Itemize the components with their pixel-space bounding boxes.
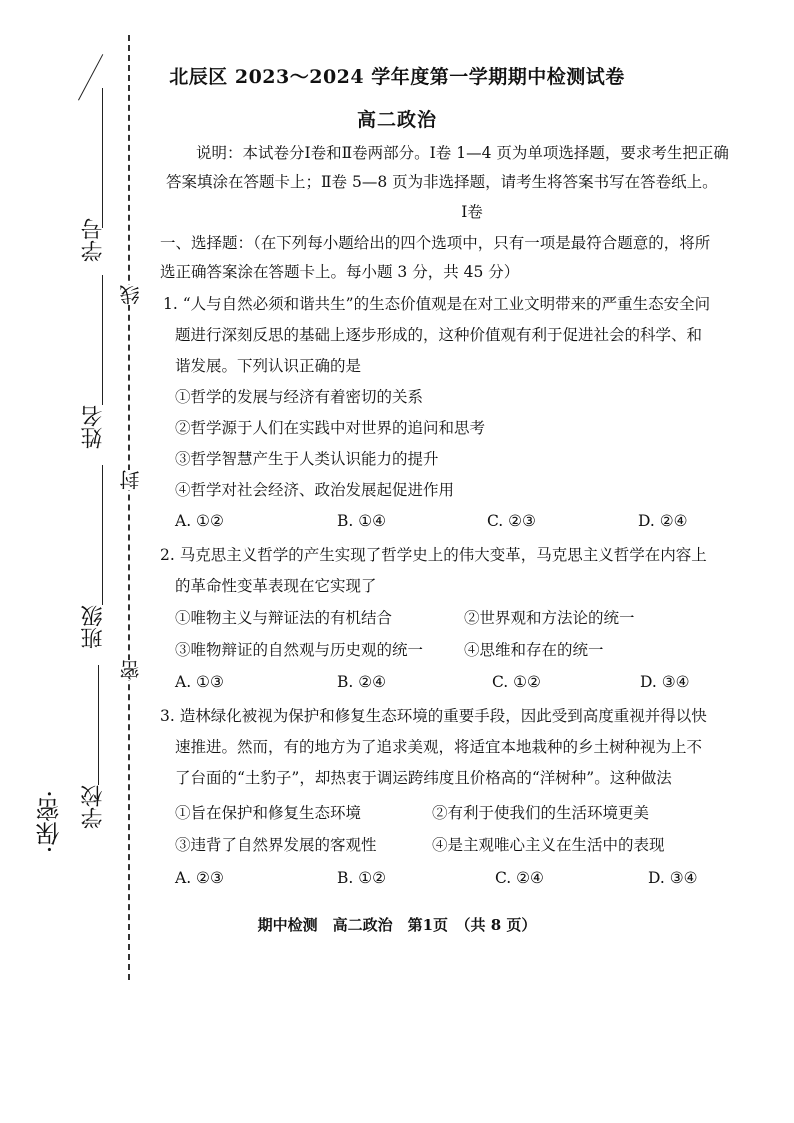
section-label: Ⅰ卷	[461, 203, 483, 221]
q3-statement-4: ④是主观唯心主义在生活中的表现	[432, 836, 665, 854]
q1-option-a: A. ①②	[175, 512, 224, 530]
q2-option-a: A. ①③	[175, 673, 224, 691]
q1-stem-line-1: 1. “人与自然必须和谐共生”的生态价值观是在对工业文明带来的严重生态安全问	[163, 295, 711, 313]
q2-option-b: B. ②④	[337, 673, 387, 691]
q3-stem-line-1: 3. 造林绿化被视为保护和修复生态环境的重要手段，因此受到高度重视并得以快	[160, 707, 707, 725]
q3-option-b: B. ①②	[337, 869, 387, 887]
q3-statement-3: ③违背了自然界发展的客观性	[175, 836, 377, 854]
q3-option-a: A. ②③	[175, 869, 224, 887]
instructions-line-2: 答案填涂在答题卡上；Ⅱ卷 5—8 页为非选择题，请考生将答案书写在答卷纸上。	[166, 173, 718, 191]
seal-mark-secret: 密	[116, 660, 145, 680]
field-underline-name	[102, 275, 103, 405]
binding-dashed-line	[128, 35, 130, 980]
q2-statement-1: ①唯物主义与辩证法的有机结合	[175, 609, 393, 627]
q1-statement-4: ④哲学对社会经济、政治发展起促进作用	[175, 481, 455, 499]
q1-stem-line-3: 谐发展。下列认识正确的是	[175, 357, 362, 375]
seal-mark-seal: 封	[116, 470, 145, 490]
q1-statement-2: ②哲学源于人们在实践中对世界的追问和思考	[175, 419, 486, 437]
q3-stem-line-3: 了台面的“土豹子”，却热衷于调运跨纬度且价格高的“洋树种”。这种做法	[175, 769, 672, 787]
q1-statement-3: ③哲学智慧产生于人类认识能力的提升	[175, 450, 439, 468]
field-underline-class	[102, 465, 103, 605]
q2-option-d: D. ③④	[640, 673, 690, 691]
q2-option-c: C. ①②	[492, 673, 541, 691]
field-label-student-id: 学号	[81, 218, 106, 262]
seal-mark-line: 线	[116, 285, 145, 305]
q1-statement-1: ①哲学的发展与经济有着密切的关系	[175, 388, 424, 406]
q3-stem-line-2: 速推进。然而，有的地方为了追求美观，将适宜本地栽种的乡土树种视为上不	[175, 738, 703, 756]
q1-option-b: B. ①④	[337, 512, 387, 530]
q2-stem-line-1: 2. 马克思主义哲学的产生实现了哲学史上的伟大变革，马克思主义哲学在内容上	[160, 546, 707, 564]
q2-statement-2: ②世界观和方法论的统一	[464, 609, 635, 627]
q3-statement-1: ①旨在保护和修复生态环境	[175, 804, 362, 822]
q3-statement-2: ②有利于使我们的生活环境更美	[432, 804, 650, 822]
section-intro-line-1: 一、选择题：（在下列每小题给出的四个选项中，只有一项是最符合题意的，将所	[160, 234, 711, 252]
confidential-label: ·保密·	[36, 790, 64, 854]
exam-subject: 高二政治	[356, 109, 437, 131]
q1-option-c: C. ②③	[487, 512, 536, 530]
q2-stem-line-2: 的革命性变革表现在它实现了	[175, 577, 377, 595]
q2-statement-4: ④思维和存在的统一	[464, 641, 604, 659]
q1-stem-line-2: 题进行深刻反思的基础上逐步形成的，这种价值观有利于促进社会的科学、和	[175, 326, 703, 344]
field-label-name: 姓名	[81, 405, 106, 449]
q3-option-d: D. ③④	[648, 869, 698, 887]
q2-statement-3: ③唯物辩证的自然观与历史观的统一	[175, 641, 424, 659]
page-footer: 期中检测 高二政治 第1页 （共 8 页）	[257, 916, 537, 934]
field-label-school: 学校	[81, 785, 106, 829]
field-label-class: 班级	[81, 605, 106, 649]
field-underline-school	[98, 665, 99, 785]
exam-title: 北辰区 2023～2024 学年度第一学期期中检测试卷	[169, 66, 625, 88]
q3-option-c: C. ②④	[495, 869, 544, 887]
q1-option-d: D. ②④	[638, 512, 688, 530]
instructions-line-1: 说明：本试卷分Ⅰ卷和Ⅱ卷两部分。Ⅰ卷 1—4 页为单项选择题，要求考生把正确	[196, 144, 729, 162]
section-intro-line-2: 选正确答案涂在答题卡上。每小题 3 分，共 45 分）	[160, 263, 520, 281]
